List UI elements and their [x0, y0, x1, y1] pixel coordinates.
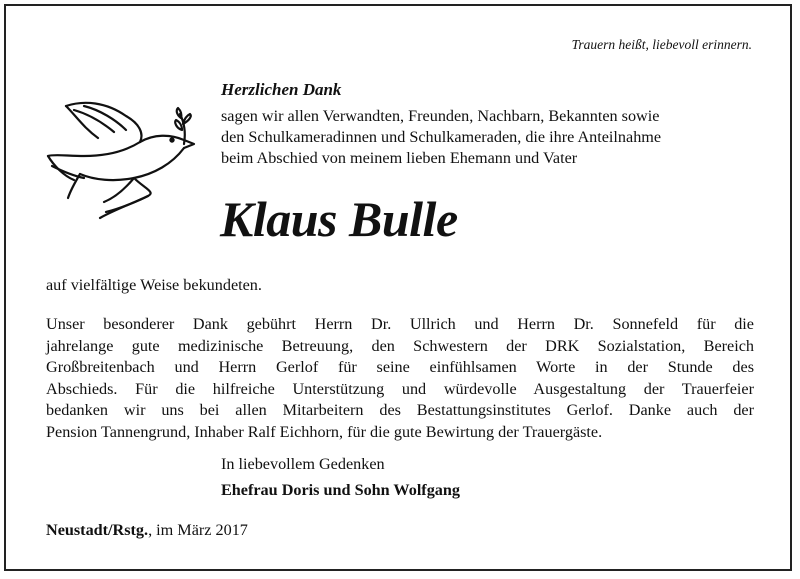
memory-line: In liebevollem Gedenken — [221, 455, 385, 473]
motto: Trauern heißt, liebevoll erinnern. — [571, 37, 752, 52]
body-line: Großbreitenbach und Herrn Gerlof für seine einfühlsamen Worte in der Stunde des — [46, 358, 754, 377]
intro-line: sagen wir allen Verwandten, Freunden, Nachbarn, Bekannten sowie — [221, 107, 660, 125]
date: , im März 2017 — [148, 521, 248, 539]
deceased-name: Klaus Bulle — [220, 191, 458, 247]
signers: Ehefrau Doris und Sohn Wolfgang — [221, 481, 460, 499]
ways-line: auf vielfältige Weise bekundeten. — [46, 276, 262, 294]
body-line: Unser besonderer Dank gebührt Herrn Dr. Ullrich und Herrn Dr. Sonnefeld für die — [46, 315, 754, 333]
body-line: Abschieds. Für die hilfreiche Unterstützung und würdevolle Ausgestaltung der Trauerfeier — [46, 379, 754, 398]
body-line: bedanken wir uns bei allen Mitarbeitern des Bestattungsinstitutes Gerlof. Danke auch der — [46, 401, 754, 420]
intro-line: den Schulkameradinnen und Schulkameraden, die ihre Anteilnahme — [221, 128, 662, 146]
body-line: jahrelange gute medizinische Betreuung, den Schwestern der DRK Sozialstation, Bereich — [46, 336, 754, 355]
place: Neustadt/Rstg. — [46, 521, 149, 539]
thanks-body — [46, 314, 754, 444]
intro-line: beim Abschied von meinem lieben Ehemann und Vater — [221, 149, 578, 167]
place-date — [46, 521, 248, 540]
dove-icon — [44, 94, 204, 222]
thanks-heading: Herzlichen Dank — [221, 80, 342, 99]
intro-text — [221, 106, 761, 169]
body-line: Pension Tannengrund, Inhaber Ralf Eichhorn, für die gute Bewirtung der Trauergäste. — [46, 422, 603, 441]
